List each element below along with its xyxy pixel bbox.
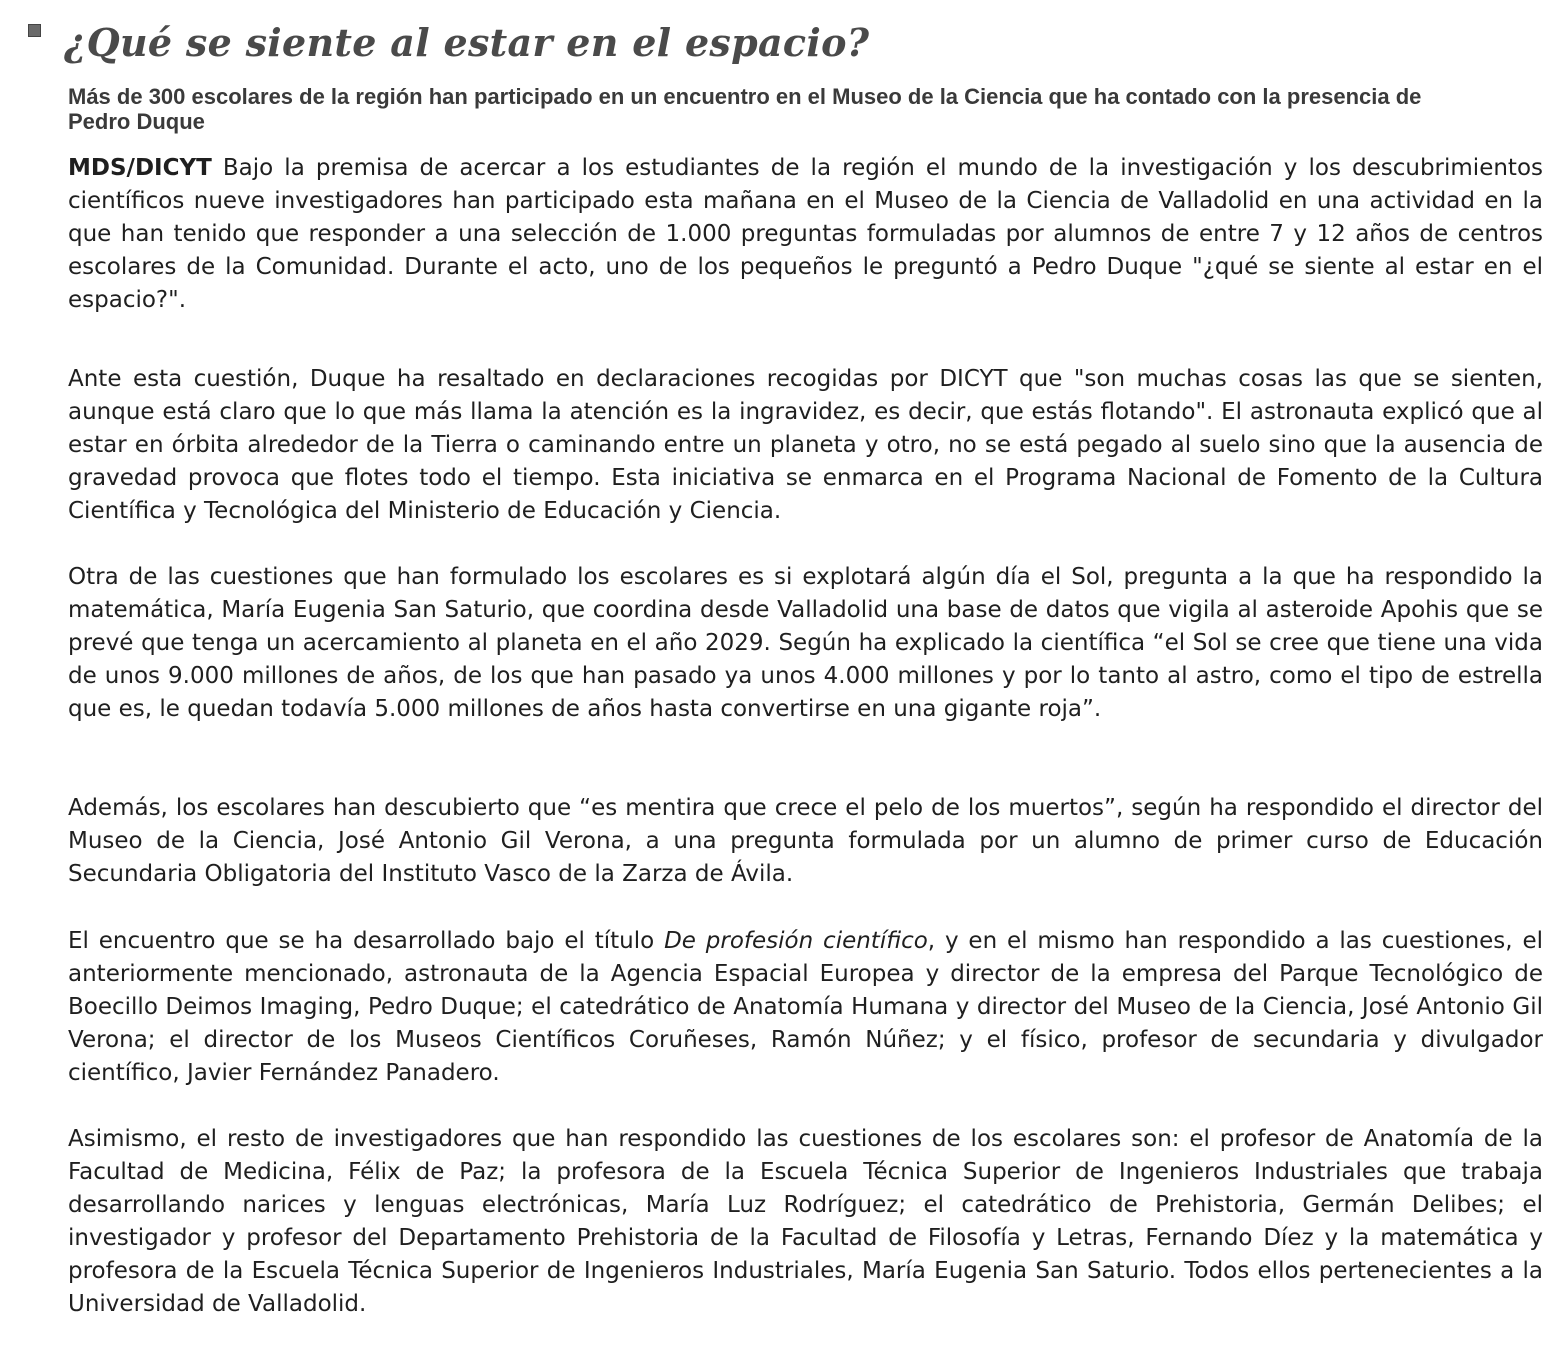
article-paragraph-4: Además, los escolares han descubierto que “es mentira que crece el pelo de los muertos”, según ha respondido el director del Museo de la Ciencia, José Antonio Gil Verona, a una pregunta formulada por un alumno de primer curso de Educación Secundaria Obligatoria del Instituto Vasco de la Zarza de Ávila. <box>68 795 1543 887</box>
article-source: MDS/DICYT <box>68 155 212 181</box>
article-paragraph-3: Otra de las cuestiones que han formulado los escolares es si explotará algún día el Sol, pregunta a la que ha respondido la matemática, María Eugenia San Saturio, que coordina desde Valladolid una base de datos que vigila al asteroide Apohis que se prevé que tenga un acercamiento al planeta en el año 2029. Según ha explicado la científica “el Sol se cree que tiene una vida de unos 9.000 millones de años, de los que han pasado ya unos 4.000 millones y por lo tanto al astro, como el tipo de estrella que es, le quedan todavía 5.000 millones de años hasta convertirse en una gigante roja”. <box>68 564 1543 722</box>
paragraph-1-text: Bajo la premisa de acercar a los estudiantes de la región el mundo de la investigación y los descubrimientos científicos nueve investigadores han participado esta mañana en el Museo de la Ciencia de Valladolid en una actividad en la que han tenido que responder a una selección de 1.000 preguntas formuladas por alumnos de entre 7 y 12 años de centros escolares de la Comunidad. Durante el acto, uno de los pequeños le preguntó a Pedro Duque "¿qué se siente al estar en el espacio?". <box>68 155 1543 313</box>
article-headline: ¿Qué se siente al estar en el espacio? <box>64 20 870 65</box>
article-paragraph-2: Ante esta cuestión, Duque ha resaltado en declaraciones recogidas por DICYT que "son muchas cosas las que se sienten, aunque está claro que lo que más llama la atención es la ingravidez, es decir, que estás flotando". El astronauta explicó que al estar en órbita alrededor de la Tierra o caminando entre un planeta y otro, no se está pegado al suelo sino que la ausencia de gravedad provoca que flotes todo el tiempo. Esta iniciativa se enmarca en el Programa Nacional de Fomento de la Cultura Científica y Tecnológica del Ministerio de Educación y Ciencia. <box>68 366 1543 524</box>
square-bullet-icon <box>28 24 41 37</box>
article-paragraph-5 <box>68 925 1543 1090</box>
paragraph-5-text: , y en el mismo han respondido a las cuestiones, el anteriormente mencionado, astronauta de la Agencia Espacial Europea y director de la empresa del Parque Tecnológico de Boecillo Deimos Imaging, Pedro Duque; el catedrático de Anatomía Humana y director del Museo de la Ciencia, José Antonio Gil Verona; el director de los Museos Científicos Coruñeses, Ramón Núñez; y el físico, profesor de secundaria y divulgador científico, Javier Fernández Panadero. <box>68 928 1543 1086</box>
article-paragraph-1 <box>68 152 1543 317</box>
article-subheadline: Más de 300 escolares de la región han participado en un encuentro en el Museo de la Ciencia que ha contado con la presencia de Pedro Duque <box>68 84 1422 134</box>
paragraph-5-intro: El encuentro que se ha desarrollado bajo el título <box>68 928 665 954</box>
event-title: De profesión científico <box>664 928 928 954</box>
article-paragraph-6: Asimismo, el resto de investigadores que han respondido las cuestiones de los escolares son: el profesor de Anatomía de la Facultad de Medicina, Félix de Paz; la profesora de la Escuela Técnica Superior de Ingenieros Industriales que trabaja desarrollando narices y lenguas electrónicas, María Luz Rodríguez; el catedrático de Prehistoria, Germán Delibes; el investigador y profesor del Departamento Prehistoria de la Facultad de Filosofía y Letras, Fernando Díez y la matemática y profesora de la Escuela Técnica Superior de Ingenieros Industriales, María Eugenia San Saturio. Todos ellos pertenecientes a la Universidad de Valladolid. <box>68 1126 1543 1317</box>
